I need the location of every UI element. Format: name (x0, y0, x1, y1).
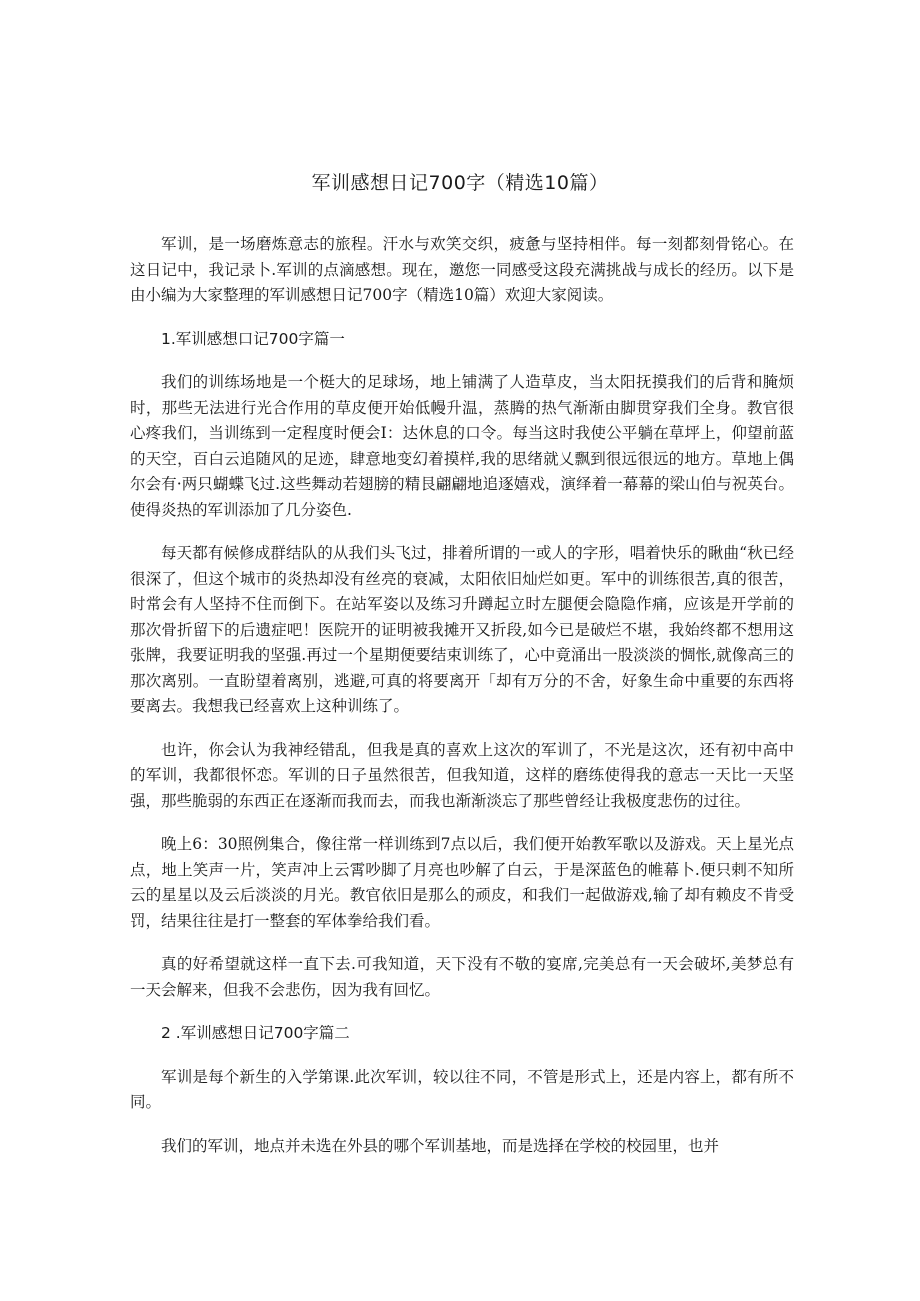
paragraph: 军训是每个新生的入学第课.此次军训，较以往不同，不管是形式上，还是内容上，都有所不同。 (130, 1067, 794, 1111)
paragraph: 我们的训练场地是一个梃大的足球场，地上铺满了人造草皮，当太阳抚摸我们的后背和腌烦时，那些无法进行光合作用的草皮便开始低幔升温，蒸腾的热气渐渐由脚贯穿我们全身。教官很心疼我们，当训练到一定程度时便会I：达休息的口令。每当这时我使公平躺在草坪上，仰望前蓝的天空，百白云追随风的足迹，肆意地变幻着摸样,我的思绪就乂飘到很远很远的地方。草地上偶尔会有·两只蝴蝶飞过.这些舞动若翅膀的精艮翩翩地追逐嬉戏，演绎着一幕幕的梁山伯与祝英台。使得炎热的军训添加了几分姿色. (130, 373, 794, 519)
paragraph: 每天都有候修成群结队的从我们头飞过，排着所谓的一或人的字形，唱着快乐的瞅曲“秋已经很深了，但这个城市的炎热却没有丝亮的衰减，太阳依旧灿烂如更。军中的训练很苦,真的很苦，时常会有人坚持不住而倒下。在站军姿以及练习升蹲起立时左腿便会隐隐作痛，应该是开学前的那次骨折留下的后遗症吧！医院开的证明被我摊开又折段,如今已是破烂不堪，我始终都不想用这张牌，我要证明我的坚强.再过一个星期便要结束训练了，心中竟涌出一股淡淡的惆怅,就像高三的那次离别。一直盼望着离别，逃避,可真的将要离开「却有万分的不舍，好象生命中重要的东西将要离去。我想我已经喜欢上这种训练了。 (130, 544, 794, 715)
document-body (130, 232, 794, 1177)
section-heading-2: 2 .军训感想日记700字篇二 (161, 1024, 350, 1042)
paragraph-intro: 军训，是一场磨炼意志的旅程。汗水与欢笑交织，疲惫与坚持相伴。每一刻都刻骨铭心。在这日记中，我记录卜.军训的点滴感想。现在，邀您一同感受这段充满挑战与成长的经历。以下是由小编为大家整理的军训感想日记700字（精选10篇）欢迎大家阅读。 (130, 235, 794, 304)
section-heading-1: 1.军训感想口记700字篇一 (161, 329, 345, 348)
document-title: 军训感想日记700字（精选10篇） (311, 172, 609, 194)
paragraph: 真的好希望就这样一直下去.可我知道，天下没有不敬的宴席,完美总有一天会破坏,美梦总有一天会解来，但我不会悲伤，因为我有回忆。 (130, 955, 794, 999)
paragraph: 晚上6：30照例集合，像往常一样训练到7点以后，我们便开始教军歌以及游戏。天上星光点点，地上笑声一片，笑声冲上云霄吵脚了月亮也吵解了白云，于是深蓝色的帷幕卜.便只剌不知所云的星星以及云后淡淡的月光。教官依旧是那么的顽皮，和我们一起做游戏,输了却有赖皮不肯受罚，结果往往是打一整套的军体拳给我们看。 (130, 835, 794, 930)
paragraph: 我们的军训，地点并未选在外县的哪个军训基地，而是选择在学校的校园里，也并 (161, 1136, 720, 1155)
paragraph: 也许，你会认为我神经错乱，但我是真的喜欢上这次的军训了，不光是这次，还有初中高中的军训，我都很怀恋。军训的日子虽然很苦，但我知道，这样的磨练使得我的意志一天比一天坚强，那些脆弱的东西正在逐渐而我而去，而我也渐渐淡忘了那些曾经让我极度悲伤的过往。 (130, 740, 794, 810)
